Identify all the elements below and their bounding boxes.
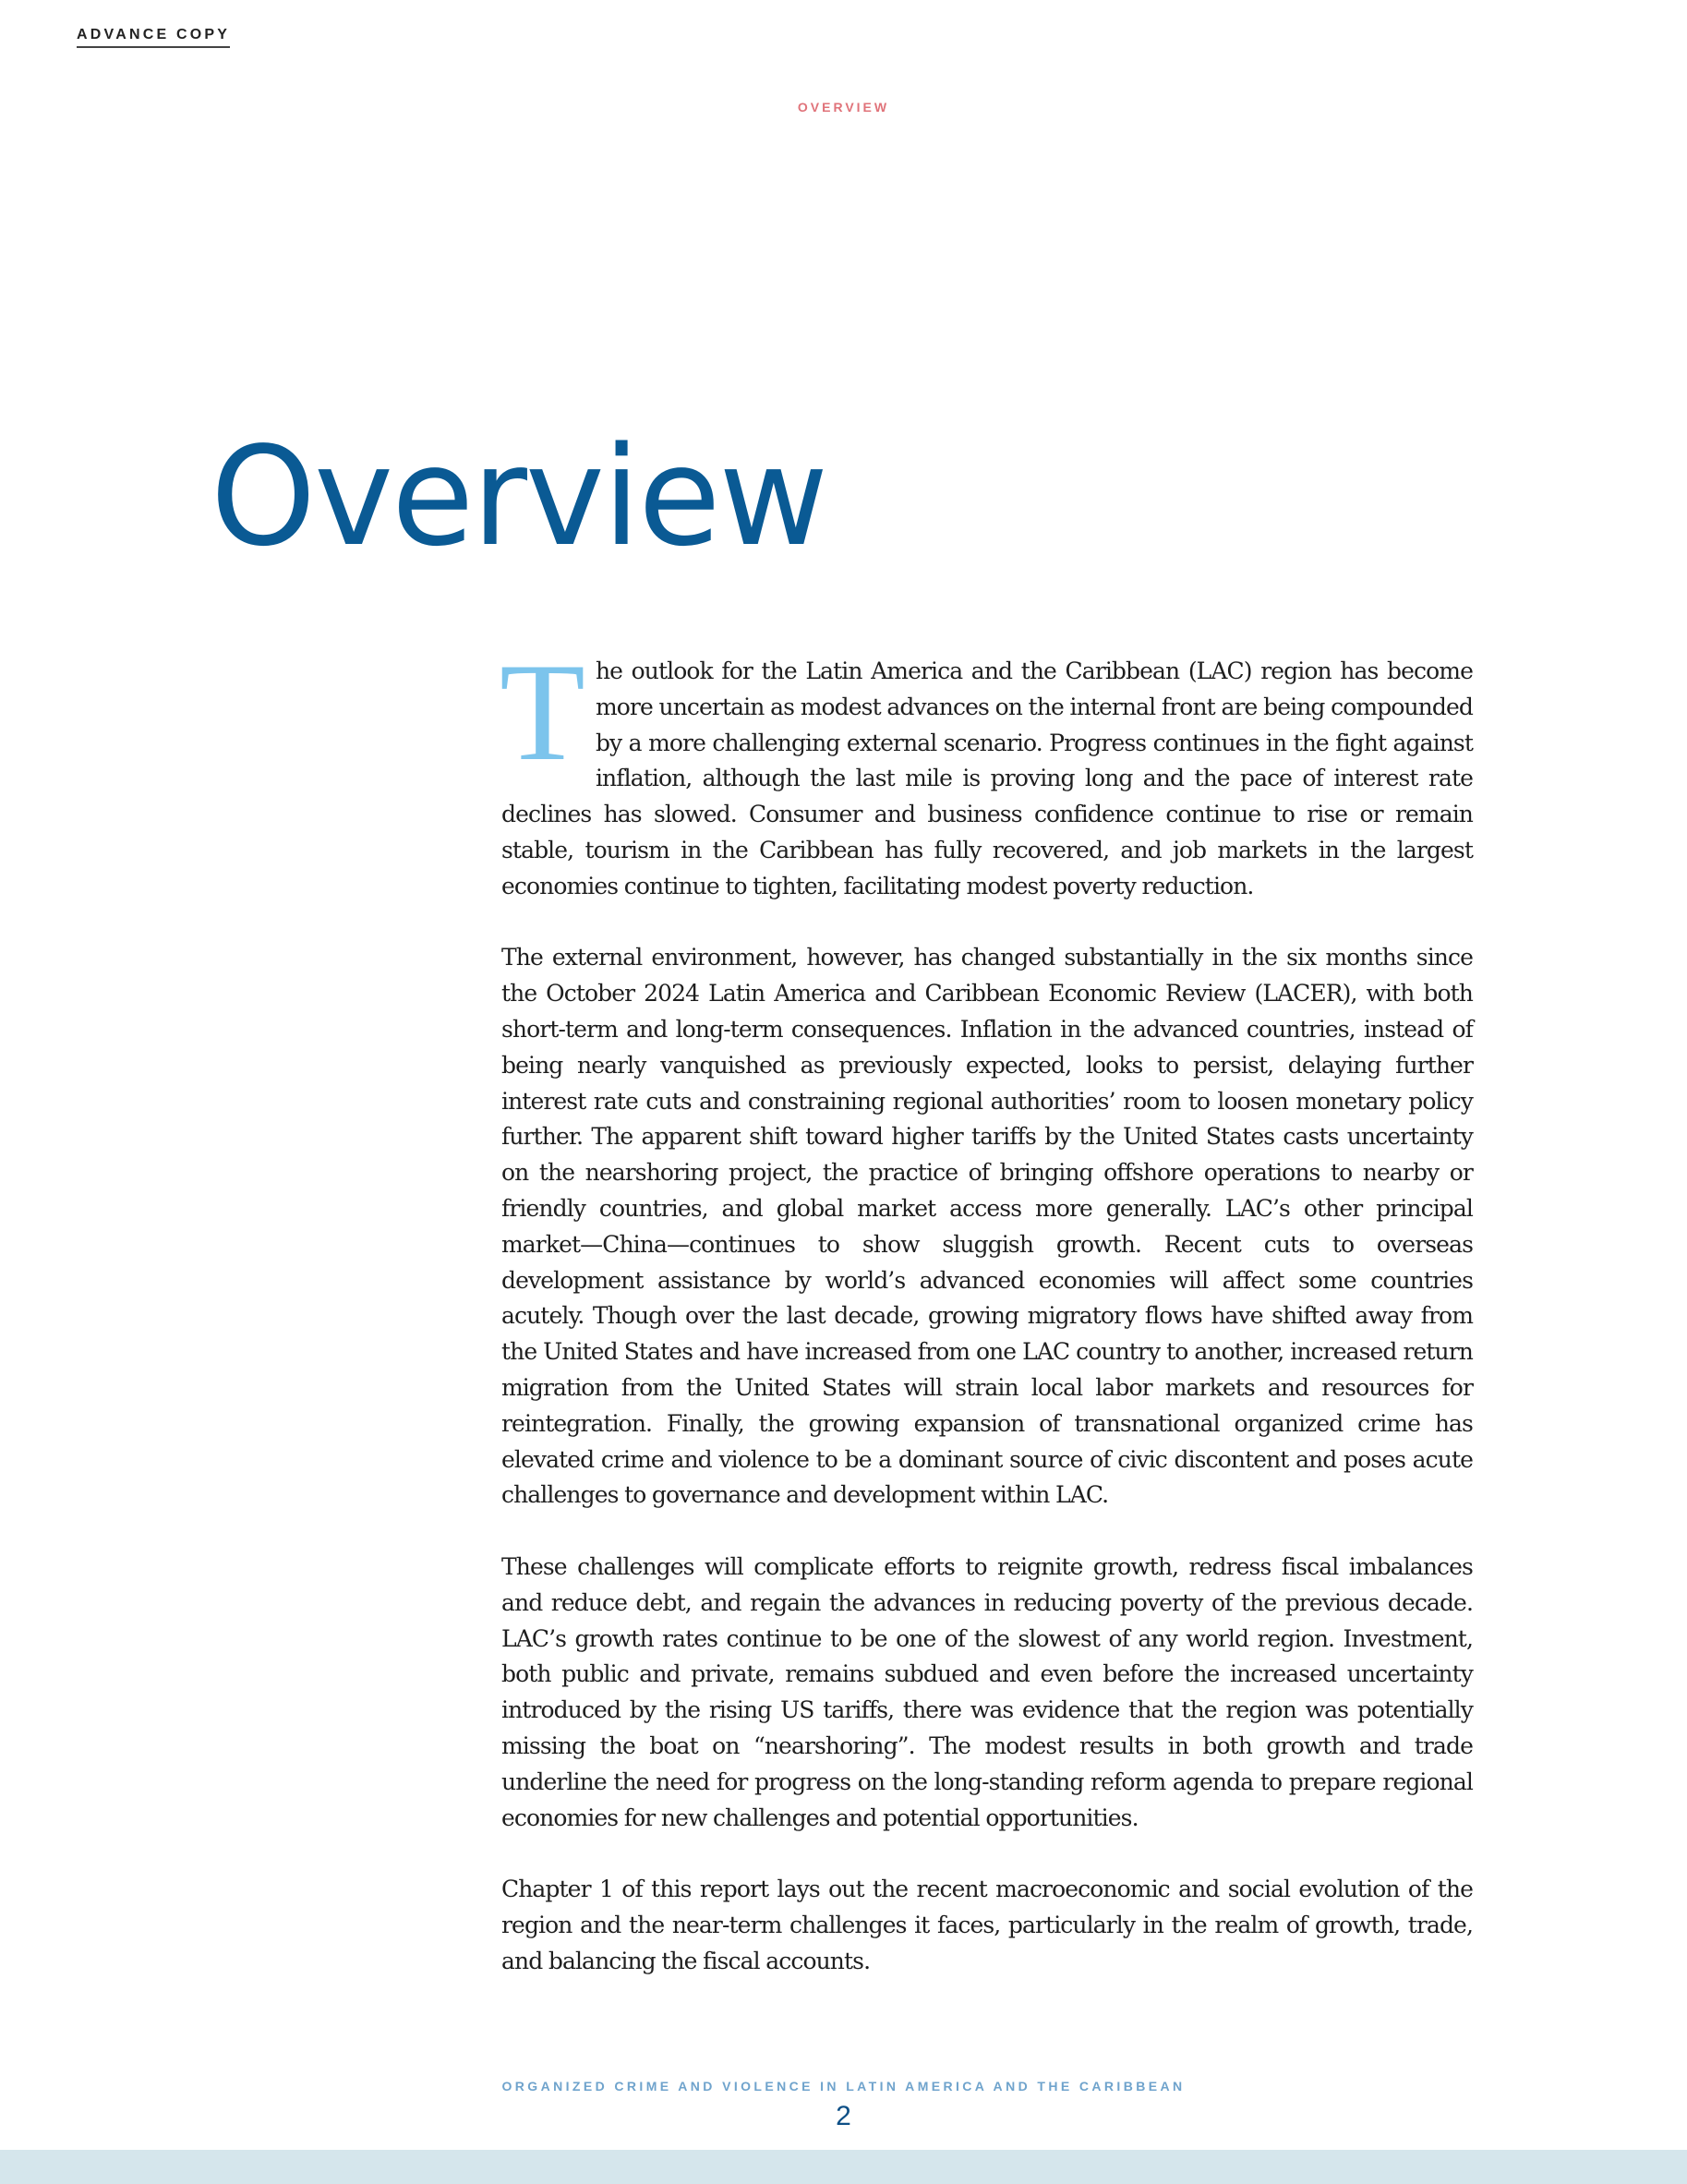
body-text	[500, 634, 1473, 2015]
paragraph	[500, 634, 1473, 905]
running-head: OVERVIEW	[797, 100, 890, 115]
bottom-band	[0, 2150, 1687, 2184]
paragraph-text: he outlook for the Latin America and the Caribbean (LAC) region has become more uncertain as modest advances on the internal front are being compounded by a more challenging external scenario. Progress continues in the fight against inflation, although the last mile is proving long and the pace of interest rate declines has slowed. Consumer and business confidence continue to rise or remain stable, tourism in the Caribbean has fully recovered, and job markets in the largest economies continue to tighten, facilitating modest poverty reduction.	[501, 658, 1473, 899]
advance-copy-stamp: ADVANCE COPY	[77, 27, 230, 48]
paragraph: The external environment, however, has changed substantially in the six months since the October 2024 Latin America and Caribbean Economic Review (LACER), with both short-term and long-term consequences. Inflation in the advanced countries, instead of being nearly vanquished as previously expected, looks to persist, delaying further interest rate cuts and constraining regional authorities’ room to loosen monetary policy further. The apparent shift toward higher tariffs by the United States casts uncertainty on the nearshoring project, the practice of bringing offshore operations to nearby or friendly countries, and global market access more generally. LAC’s other principal market—China—continues to show sluggish growth. Recent cuts to overseas development assistance by world’s advanced economies will affect some countries acutely. Though over the last decade, growing migratory flows have shifted away from the United States and have increased from one LAC country to another, increased return migration from the United States will strain local labor markets and resources for reintegration. Finally, the growing expansion of transnational organized crime has elevated crime and violence to be a dominant source of civic discontent and poses acute challenges to governance and development within LAC.	[501, 944, 1473, 1509]
footer-report-title: ORGANIZED CRIME AND VIOLENCE IN LATIN AMERICA AND THE CARIBBEAN	[501, 2079, 1186, 2094]
drop-cap: T	[500, 634, 584, 790]
paragraph: Chapter 1 of this report lays out the recent macroeconomic and social evolution of the region and the near-term challenges it faces, particularly in the realm of growth, trade, and balancing the fiscal accounts.	[501, 1876, 1473, 1974]
page-title: Overview	[211, 417, 827, 577]
paragraph: These challenges will complicate efforts to reignite growth, redress fiscal imbalances and reduce debt, and regain the advances in reducing poverty of the previous decade. LAC’s growth rates continue to be one of the slowest of any world region. Investment, both public and private, remains subdued and even before the increased uncertainty introduced by the rising US tariffs, there was evidence that the region was potentially missing the boat on “nearshoring”. The modest results in both growth and trade underline the need for progress on the long-standing reform agenda to prepare regional economies for new challenges and potential opportunities.	[501, 1552, 1473, 1831]
page-number: 2	[836, 2101, 851, 2131]
